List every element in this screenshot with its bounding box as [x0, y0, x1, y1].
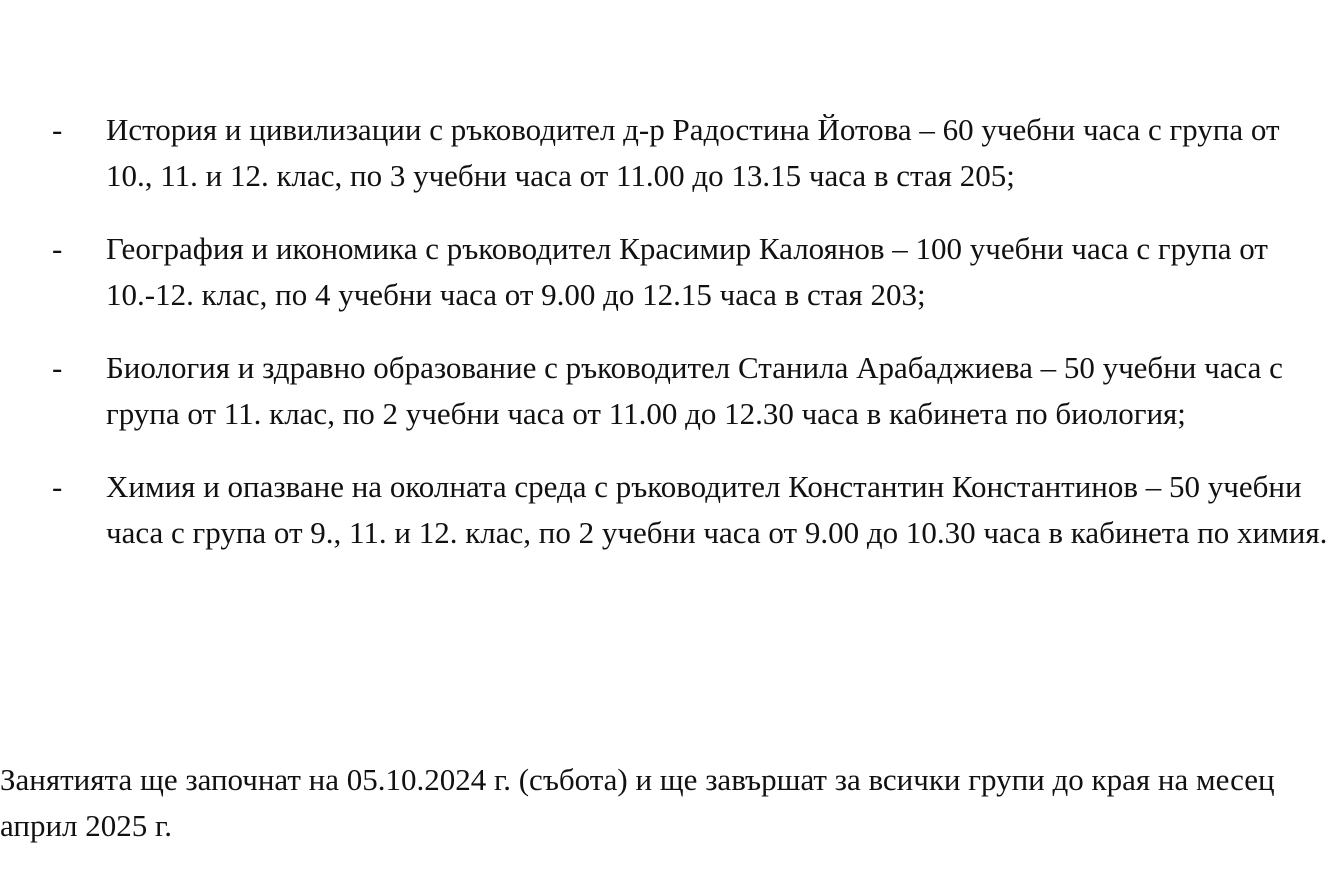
list-marker: - — [52, 350, 63, 385]
list-item-text: Биология и здравно образование с ръководител Станила Арабаджиева – 50 учебни часа с група от 11. клас, по 2 учебни часа от 11.00 до 12.30 часа в кабинета по биология; — [106, 350, 1283, 431]
closing-paragraph: Занятията ще започнат на 05.10.2024 г. (събота) и ще завършат за всички групи до края на месец април 2025 г. — [0, 762, 1275, 843]
list-item — [0, 226, 1342, 318]
list-marker: - — [52, 231, 63, 266]
list-item — [0, 464, 1342, 556]
list-item-text: История и цивилизации с ръководител д-р Радостина Йотова – 60 учебни часа с група от 10., 11. и 12. клас, по 3 учебни часа от 11.00 до 13.15 часа в стая 205; — [106, 112, 1280, 193]
list-item — [0, 345, 1342, 437]
list-item-text: Химия и опазване на околната среда с ръководител Константин Константинов – 50 учебни часа с група от 9., 11. и 12. клас, по 2 учебни часа от 9.00 до 10.30 часа в кабинета по химия. — [106, 469, 1328, 550]
course-list — [0, 107, 1342, 583]
list-item — [0, 107, 1342, 199]
list-item-text: География и икономика с ръководител Красимир Калоянов – 100 учебни часа с група от 10.-12. клас, по 4 учебни часа от 9.00 до 12.15 часа в стая 203; — [106, 231, 1268, 312]
list-marker: - — [52, 112, 63, 147]
list-marker: - — [52, 469, 63, 504]
